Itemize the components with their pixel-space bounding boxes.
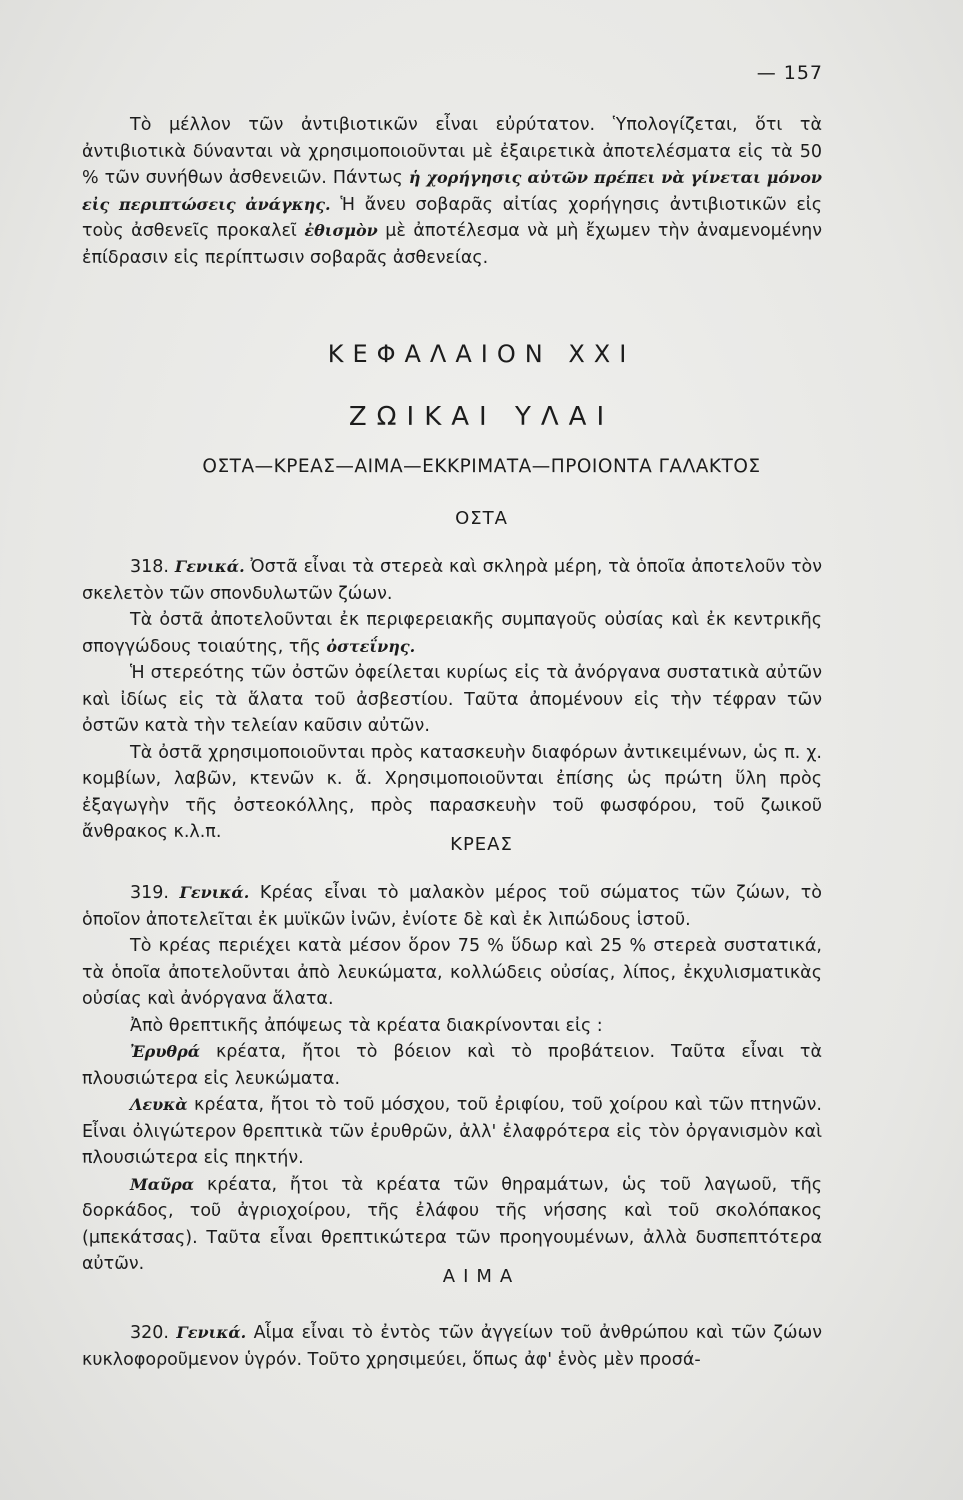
section-osta [82, 554, 822, 846]
page-number: — 157 [756, 62, 823, 84]
paragraph-label: Μαῦρα [130, 1174, 195, 1194]
paragraph: Τὸ κρέας περιέχει κατὰ μέσον ὅρον 75 % ὕδωρ καὶ 25 % στερεὰ συστατικά, τὰ ὁποῖα ἀποτελοῦνται ἀπὸ λευκώματα, κολλώδεις οὐσίας, λίπος, ἐκχυλισματικὰς οὐσίας καὶ ἀνόργανα ἅλατα. [82, 936, 822, 1009]
paragraph-text: κρέατα, ἤτοι τὸ τοῦ μόσχου, τοῦ ἐριφίου, τοῦ χοίρου καὶ τῶν πτηνῶν. Εἶναι ὀλιγώτερον θρεπτικὰ τῶν ἐρυθρῶν, ἀλλ' ἐλαφρότερα εἰς τὸν ὀργανισμὸν καὶ πλουσιώτερα εἰς πηκτήν. [82, 1095, 822, 1168]
paragraph [82, 1092, 822, 1172]
intro-emphasis2: ἐθισμὸν [304, 221, 378, 240]
paragraph-text: Αἷμα εἶναι τὸ ἐντὸς τῶν ἀγγείων τοῦ ἀνθρώπου καὶ τῶν ζώων κυκλοφοροῦμενον ὑγρόν. Τοῦτο χρησιμεύει, ὅπως ἀφ' ἑνὸς μὲν προσά- [82, 1323, 822, 1370]
paragraph: Ἀπὸ θρεπτικῆς ἀπόψεως τὰ κρέατα διακρίνονται εἰς : [130, 1015, 603, 1036]
paragraph-emphasis: ὀστεΐνης. [326, 636, 416, 656]
chapter-title: ΖΩΙΚΑΙ ΥΛΑΙ [348, 402, 615, 432]
section-aima [82, 1320, 822, 1373]
chapter-heading: ΚΕΦΑΛΑΙΟΝ ΧΧΙ [327, 340, 636, 368]
paragraph [82, 1320, 822, 1373]
intro-part3: μὲ ἀποτέλεσμα νὰ μὴ ἔχωμεν τὴν ἀναμενομένην ἐπίδρασιν εἰς περίπτωσιν σοβαρᾶς ἀσθενείας. [82, 221, 822, 268]
paragraph-label: Λευκὰ [130, 1095, 188, 1114]
paragraph: Ἡ στερεότης τῶν ὀστῶν ὀφείλεται κυρίως εἰς τὰ ἀνόργανα συστατικὰ αὐτῶν καὶ ἰδίως εἰς τὰ ἅλατα τοῦ ἀσβεστίου. Ταῦτα ἀπομένουν εἰς τὴν τέφραν τῶν ὀστῶν κατὰ τὴν τελείαν καῦσιν αὐτῶν. [82, 663, 822, 736]
section-title-kreas: ΚΡΕΑΣ [450, 834, 513, 855]
paragraph-text: κρέατα, ἤτοι τὰ κρέατα τῶν θηραμάτων, ὡς τοῦ λαγωοῦ, τῆς δορκάδος, τοῦ ἀγριοχοίρου, τῆς ἐλάφου τῆς νήσσης καὶ τοῦ σκολόπακος (μπεκάτσας). Ταῦτα εἶναι θρεπτικώτερα τῶν προηγουμένων, ἀλλὰ δυσπεπτότερα αὐτῶν. [82, 1174, 822, 1274]
intro-part2: Ἡ ἄνευ σοβαρᾶς αἰτίας χορήγησις ἀντιβιοτικῶν εἰς τοὺς ἀσθενεῖς προκαλεῖ [82, 194, 822, 241]
paragraph [82, 1172, 822, 1278]
paragraph-text: Τὰ ὀστᾶ ἀποτελοῦνται ἐκ περιφερειακῆς συμπαγοῦς οὐσίας καὶ ἐκ κεντρικῆς σπογγώδους τοιαύτης, τῆς [82, 610, 822, 657]
paragraph-label: Γενικά. [176, 1323, 247, 1342]
intro-paragraph [82, 112, 822, 271]
section-kreas [82, 880, 822, 1278]
intro-emphasis1: ἡ χορήγησις αὐτῶν πρέπει νὰ γίνεται μόνον εἰς περιπτώσεις ἀνάγκης. [82, 168, 822, 214]
paragraph-label: Γενικά. [174, 557, 245, 576]
paragraph [82, 554, 822, 607]
paragraph [82, 1039, 822, 1092]
intro-text [82, 112, 822, 271]
paragraph-number: 318. [130, 557, 175, 577]
paragraph-number: 319. [130, 883, 180, 903]
paragraph [82, 880, 822, 933]
paragraph-text: κρέατα, ἤτοι τὸ βόειον καὶ τὸ προβάτειον. Ταῦτα εἶναι τὰ πλουσιώτερα εἰς λευκώματα. [82, 1042, 822, 1089]
paragraph-label: Ἐρυθρά [130, 1042, 201, 1061]
paragraph-text: Ὀστᾶ εἶναι τὰ στερεὰ καὶ σκληρὰ μέρη, τὰ ὁποῖα ἀποτελοῦν τὸν σκελετὸν τῶν σπονδυλωτῶν ζώων. [82, 557, 822, 604]
paragraph-number: 320. [130, 1323, 177, 1343]
paragraph: Τὰ ὀστᾶ χρησιμοποιοῦνται πρὸς κατασκευὴν διαφόρων ἀντικειμένων, ὡς π. χ. κομβίων, λαβῶν, κτενῶν κ. ἅ. Χρησιμοποιοῦνται ἐπίσης ὡς πρώτη ὕλη πρὸς ἐξαγωγὴν τῆς ὀστεοκόλλης, πρὸς παρασκευὴν τοῦ φωσφόρου, τοῦ ζωικοῦ ἄνθρακος κ.λ.π. [82, 742, 822, 842]
chapter-subtitle: ΟΣΤΑ—ΚΡΕΑΣ—ΑΙΜΑ—ΕΚΚΡΙΜΑΤΑ—ΠΡΟΙΟΝΤΑ ΓΑΛΑΚΤΟΣ [202, 456, 761, 477]
paragraph-label: Γενικά. [179, 883, 250, 902]
section-title-aima: ΑΙΜΑ [442, 1266, 521, 1287]
intro-part1: Τὸ μέλλον τῶν ἀντιβιοτικῶν εἶναι εὐρύτατον. Ὑπολογίζεται, ὅτι τὰ ἀντιβιοτικὰ δύνανται νὰ χρησιμοποιοῦνται μὲ ἐξαιρετικὰ ἀποτελέσματα εἰς τὰ 50 % τῶν συνήθων ἀσθενειῶν. Πάντως [82, 115, 822, 188]
section-title-osta: ΟΣΤΑ [455, 508, 508, 529]
paragraph [82, 607, 822, 660]
paragraph-text: Κρέας εἶναι τὸ μαλακὸν μέρος τοῦ σώματος τῶν ζώων, τὸ ὁποῖον ἀποτελεῖται ἐκ μυϊκῶν ἰνῶν, ἐνίοτε δὲ καὶ ἐκ λιπώδους ἱστοῦ. [82, 883, 823, 930]
